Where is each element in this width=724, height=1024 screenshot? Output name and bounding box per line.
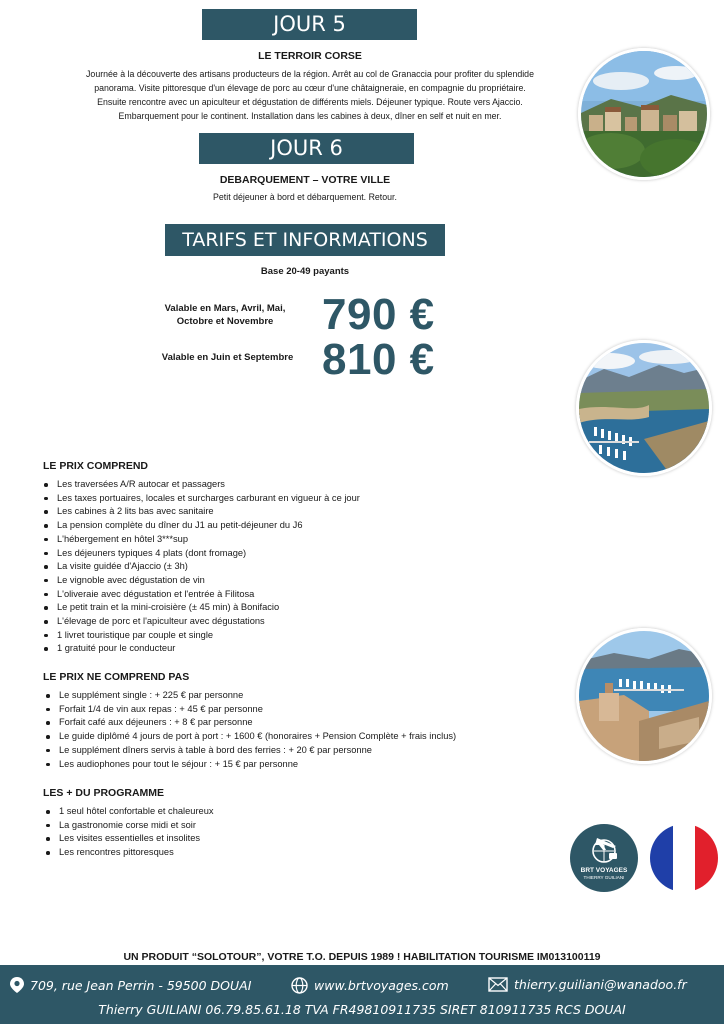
list-item: 1 livret touristique par couple et single (42, 629, 542, 643)
price2-label: Valable en Juin et Septembre (161, 352, 294, 363)
list-item: Les cabines à 2 lits bas avec sanitaire (42, 505, 542, 519)
jour5-title: LE TERROIR CORSE (258, 50, 362, 62)
jour5-line: Journée à la découverte des artisans producteurs de la région. Arrêt au col de Granaccia pour profiter du splendide (86, 69, 534, 79)
website-link[interactable]: www.brtvoyages.com (314, 978, 449, 993)
mail-icon (488, 977, 508, 992)
plane-globe-icon (570, 824, 638, 868)
list-item: Forfait café aux déjeuners : + 8 € par personne (44, 716, 564, 730)
list-item: Les rencontres pittoresques (44, 846, 444, 860)
footer-legal-line: Thierry GUILIANI 06.79.85.61.18 TVA FR49810911735 SIRET 810911735 RCS DOUAI (98, 1002, 626, 1017)
list-item: Les audiophones pour tout le séjour : + 15 € par personne (44, 758, 564, 772)
flag-blue-stripe (650, 824, 673, 892)
list-item: Les traversées A/R autocar et passagers (42, 478, 542, 492)
prix-ne-comprend-title: LE PRIX NE COMPREND PAS (43, 671, 190, 683)
list-item: Le supplément dîners servis à table à bord des ferries : + 20 € par personne (44, 744, 564, 758)
prix-comprend-title: LE PRIX COMPREND (43, 460, 149, 472)
price1: 790 € (322, 290, 435, 339)
harbour-photo (576, 340, 712, 476)
list-item: L'oliveraie avec dégustation et l'entrée à Filitosa (42, 588, 542, 602)
list-item: Le supplément single : + 225 € par personne (44, 689, 564, 703)
footer-address (10, 977, 251, 993)
prix-ne-comprend-list (44, 689, 564, 771)
list-item: Forfait 1/4 de vin aux repas : + 45 € par personne (44, 703, 564, 717)
jour6-text: Petit déjeuner à bord et débarquement. Retour. (213, 192, 397, 202)
logo-name: BRT VOYAGES (580, 867, 628, 874)
list-item: 1 seul hôtel confortable et chaleureux (44, 805, 444, 819)
price1-label-line: Valable en Mars, Avril, Mai, (164, 303, 286, 314)
village-photo (578, 48, 710, 180)
list-item: Les visites essentielles et insolites (44, 832, 444, 846)
list-item: L'hébergement en hôtel 3***sup (42, 533, 542, 547)
jour6-banner: JOUR 6 (199, 133, 414, 164)
tarifs-banner: TARIFS ET INFORMATIONS (165, 224, 445, 256)
price1-label (140, 302, 310, 328)
jour5-line: panorama. Visite pittoresque d'un élevage de porc au cœur d'une châtaigneraie, en compagnie du propriétaire. (94, 83, 526, 93)
prix-comprend-list (42, 478, 542, 656)
base-payants: Base 20-49 payants (260, 266, 350, 277)
citadel-photo (576, 628, 712, 764)
footer (0, 965, 724, 1024)
footer-website[interactable] (291, 977, 449, 994)
jour6-title: DEBARQUEMENT – VOTRE VILLE (219, 174, 391, 186)
list-item: 1 gratuité pour le conducteur (42, 642, 542, 656)
list-item: Les taxes portuaires, locales et surcharges carburant en vigueur à ce jour (42, 492, 542, 506)
list-item: La gastronomie corse midi et soir (44, 819, 444, 833)
list-item: Le vignoble avec dégustation de vin (42, 574, 542, 588)
address-text: 709, rue Jean Perrin - 59500 DOUAI (30, 977, 252, 993)
list-item: L'élevage de porc et l'apiculteur avec dégustations (42, 615, 542, 629)
email-link[interactable]: thierry.guiliani@wanadoo.fr (514, 977, 687, 992)
price2: 810 € (322, 335, 435, 384)
jour5-banner: JOUR 5 (202, 9, 417, 40)
france-flag-icon (650, 824, 718, 892)
list-item: La pension complète du dîner du J1 au petit-déjeuner du J6 (42, 519, 542, 533)
list-item: Le petit train et la mini-croisière (± 45 min) à Bonifacio (42, 601, 542, 615)
list-item: La visite guidée d'Ajaccio (± 3h) (42, 560, 542, 574)
produit-habilitation: UN PRODUIT “SOLOTOUR”, VOTRE T.O. DEPUIS 1989 ! HABILITATION TOURISME IM013100119 (123, 951, 601, 963)
plus-programme-list (44, 805, 444, 860)
flag-red-stripe (695, 824, 718, 892)
jour5-line: Embarquement pour le continent. Installation dans les cabines à deux, dîner en self et nuit en mer. (118, 111, 502, 121)
plus-programme-title: LES + DU PROGRAMME (43, 787, 165, 799)
location-pin-icon (10, 977, 24, 993)
globe-icon (291, 977, 308, 994)
logo-subtitle: THIERRY GUILIANI (583, 875, 625, 880)
footer-email[interactable] (488, 977, 687, 992)
jour5-description (20, 67, 600, 123)
flag-white-stripe (673, 824, 696, 892)
price1-label-line: Octobre et Novembre (176, 316, 274, 327)
brt-voyages-logo (570, 824, 638, 892)
jour5-line: Ensuite rencontre avec un apiculteur et dégustation de différents miels. Déjeuner typique. Route vers Ajaccio. (97, 97, 523, 107)
list-item: Les déjeuners typiques 4 plats (dont fromage) (42, 547, 542, 561)
list-item: Le guide diplômé 4 jours de port à port : + 1600 € (honoraires + Pension Complète + frais inclus) (44, 730, 564, 744)
footer-contact-row (0, 977, 724, 995)
